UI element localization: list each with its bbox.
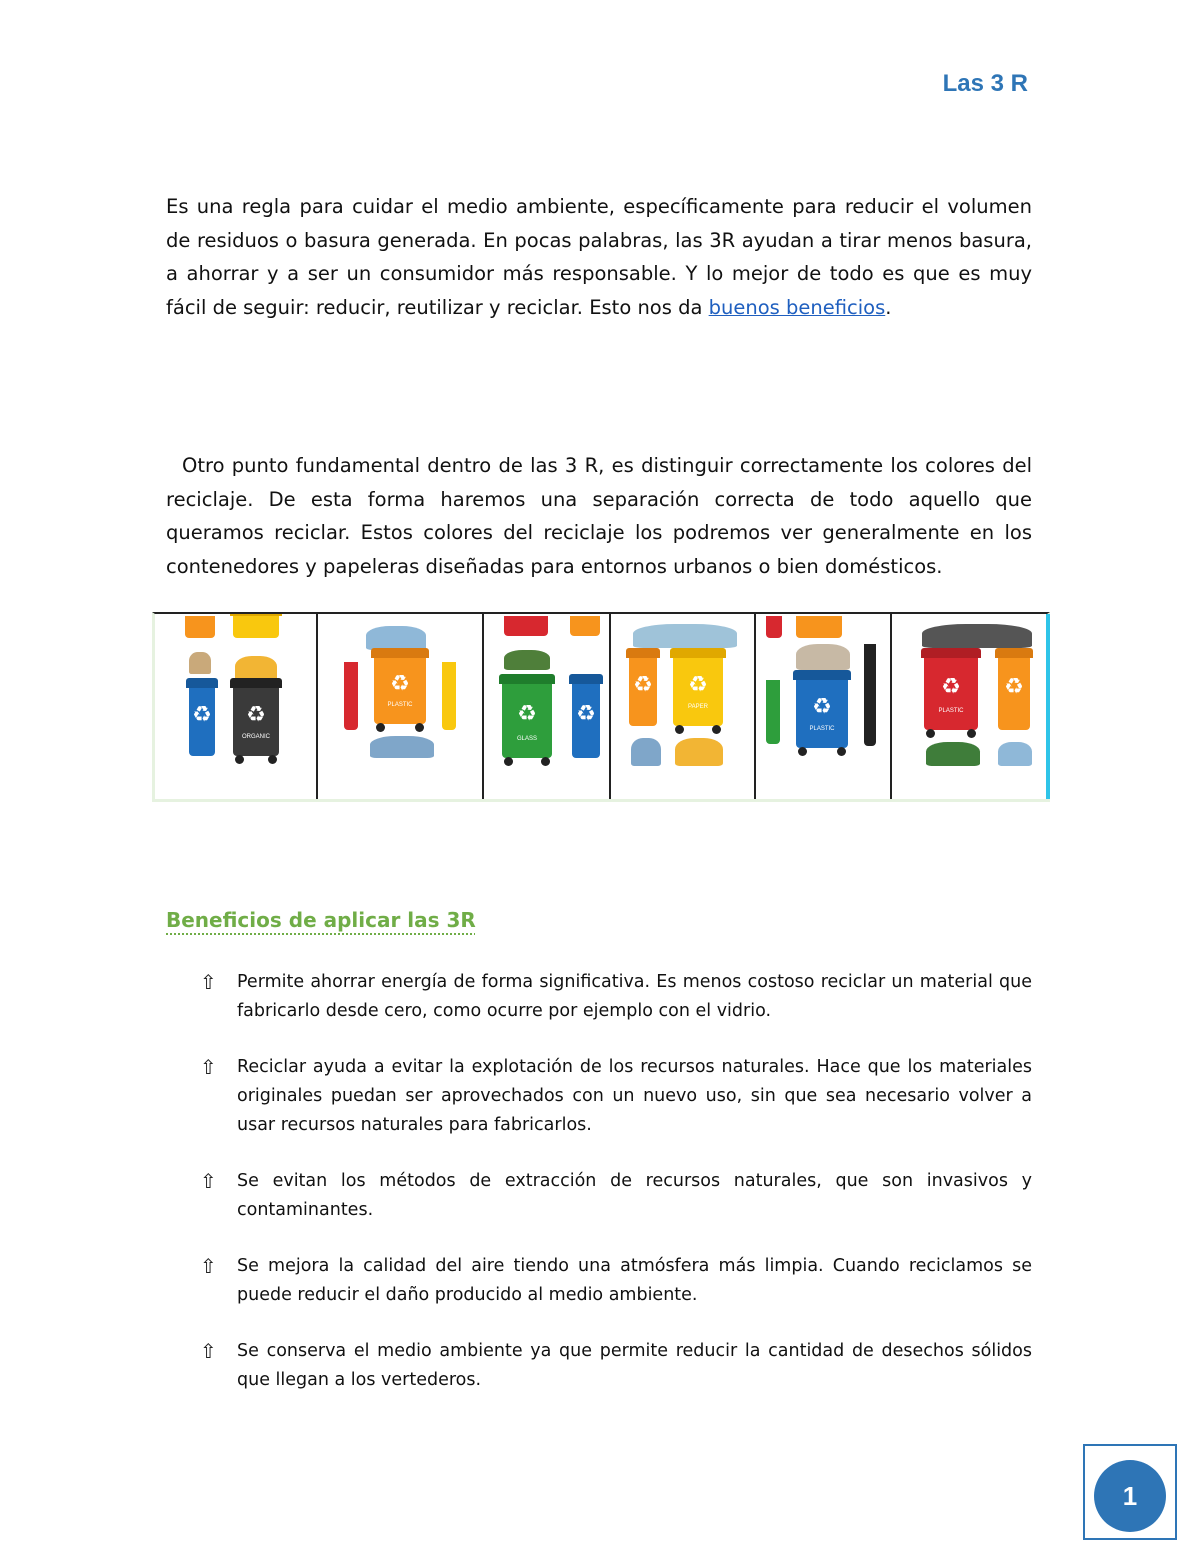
bins-panel-4 [611, 614, 756, 799]
red-bin [924, 648, 978, 738]
colors-paragraph: Otro punto fundamental dentro de las 3 R, es distinguir correctamente los colores del reciclaje. De esta forma haremos una separación correcta de todo aquello que queramos reciclar. Estos colores del reciclaje los podremos ver generalmente en los contenedores y papeleras diseñadas para entornos urbanos o bien domésticos. [166, 454, 1032, 578]
bin-wheel [376, 723, 385, 732]
list-item [200, 968, 1032, 1026]
bin-wheel [541, 757, 550, 766]
recycle-icon: ♻ [812, 694, 832, 720]
bin-wheel [504, 757, 513, 766]
bin-label: ORGANIC [241, 734, 270, 740]
trash-pile [189, 652, 211, 674]
list-item [200, 1167, 1032, 1225]
bin-body [502, 684, 552, 758]
bin-body [374, 658, 426, 724]
bin-body [796, 680, 848, 748]
bin-body [673, 658, 723, 726]
bin-body [572, 684, 600, 758]
bin-body [504, 616, 548, 636]
red-bin-top [766, 614, 782, 646]
recycle-icon: ♻ [633, 672, 653, 698]
orange-bin [998, 648, 1030, 738]
bin-body [570, 616, 600, 636]
recycle-icon: ♻ [390, 671, 410, 697]
green-bin-edge [766, 670, 780, 752]
orange-bin-top [185, 614, 215, 646]
recycle-icon: ♻ [688, 672, 708, 698]
bin-lid [670, 648, 726, 658]
arrow-bullet-icon: ⇧ [200, 970, 217, 994]
bin-body [924, 658, 978, 730]
arrow-bullet-icon: ⇧ [200, 1055, 217, 1079]
bin-body [344, 662, 358, 730]
bin-label: PLASTIC [387, 702, 413, 708]
bin-lid [793, 670, 851, 680]
bin-lid [371, 648, 429, 658]
list-item [200, 1252, 1032, 1310]
orange-bin-top [796, 614, 842, 646]
bin-label: PAPER [688, 704, 708, 710]
trash-pile [631, 738, 661, 766]
trash-pile [370, 736, 434, 758]
bin-label: PLASTIC [938, 708, 964, 714]
bin-wheel [675, 725, 684, 734]
yellow-bin-edge [442, 652, 456, 738]
list-item-text: Se conserva el medio ambiente ya que permite reducir la cantidad de desechos sólidos que llegan a los vertederos. [237, 1341, 1032, 1390]
recycle-icon: ♻ [192, 702, 212, 728]
trash-pile [633, 624, 737, 648]
bin-lid [230, 678, 282, 688]
bin-lid [186, 678, 218, 688]
bins-panel-2 [318, 614, 484, 799]
arrow-bullet-icon: ⇧ [200, 1169, 217, 1193]
red-bin-edge [344, 652, 358, 738]
list-item-text: Permite ahorrar energía de forma significativa. Es menos costoso reciclar un material que fabricarlo desde cero, como ocurre por ejemplo con el vidrio. [237, 972, 1032, 1021]
bin-wheel [926, 729, 935, 738]
trash-pile [796, 644, 850, 670]
bin-body [864, 644, 876, 746]
red-bin-top [504, 614, 548, 644]
intro-text-end: . [885, 295, 892, 319]
benefits-link[interactable]: buenos beneficios [708, 295, 886, 319]
list-item [200, 1337, 1032, 1395]
bin-body [998, 658, 1030, 730]
bin-wheel [798, 747, 807, 756]
blue-bin [796, 670, 848, 756]
list-item-text: Reciclar ayuda a evitar la explotación de los recursos naturales. Hace que los materiales originales puedan ser aprovechados con un nuevo uso, sin que sea necesario volver a usar recursos naturales para fabricarlos. [237, 1057, 1032, 1135]
trash-pile [922, 624, 1032, 648]
recycle-icon: ♻ [246, 702, 266, 728]
recycle-icon: ♻ [576, 701, 596, 727]
bin-body [185, 616, 215, 638]
bin-wheel [235, 755, 244, 764]
benefits-list [200, 968, 1032, 1422]
trash-pile [366, 626, 426, 650]
yellow-bin-top [233, 614, 279, 646]
bin-lid [499, 674, 555, 684]
page-number: 1 [1094, 1460, 1166, 1532]
bin-body [766, 616, 782, 638]
arrow-bullet-icon: ⇧ [200, 1339, 217, 1363]
orange-bin [629, 648, 657, 734]
bin-lid [995, 648, 1033, 658]
yellow-bin [673, 648, 723, 734]
bin-wheel [712, 725, 721, 734]
bin-body [796, 616, 842, 638]
bin-label: GLASS [516, 736, 537, 742]
bin-wheel [837, 747, 846, 756]
bin-body [233, 616, 279, 638]
bin-wheel [967, 729, 976, 738]
bin-body [189, 688, 215, 756]
blue-bin [572, 674, 600, 766]
bin-lid [569, 674, 603, 684]
bin-lid [626, 648, 660, 658]
bin-lid [921, 648, 981, 658]
black-bin-edge [864, 634, 876, 754]
bin-body [442, 662, 456, 730]
list-item-text: Se mejora la calidad del aire tiendo una atmósfera más limpia. Cuando reciclamos se puede reducir el daño producido al medio ambiente. [237, 1256, 1032, 1305]
intro-text: Es una regla para cuidar el medio ambiente, específicamente para reducir el volumen de residuos o basura generada. En pocas palabras, las 3R ayudan a tirar menos basura, a ahorrar y a ser un consumidor más responsable. Y lo mejor de todo es que es muy fácil de seguir: reducir, reutilizar y reciclar. Esto nos da [166, 195, 1032, 319]
trash-pile [998, 742, 1032, 766]
green-bin [502, 674, 552, 766]
orange-bin [374, 648, 426, 732]
recycling-bins-image [152, 612, 1050, 802]
bins-panel-5 [756, 614, 892, 799]
bin-wheel [268, 755, 277, 764]
trash-pile [926, 742, 980, 766]
bin-body [629, 658, 657, 726]
bin-body [766, 680, 780, 744]
bins-panel-3 [484, 614, 611, 799]
bin-label: PLASTIC [809, 726, 835, 732]
blue-bin [189, 678, 215, 764]
orange-bin-top [570, 614, 600, 644]
list-item-text: Se evitan los métodos de extracción de recursos naturales, que son invasivos y contaminantes. [237, 1171, 1032, 1220]
trash-pile [504, 650, 550, 670]
bins-panel-1 [155, 614, 318, 799]
bin-wheel [415, 723, 424, 732]
gray-bin [233, 678, 279, 764]
recycle-icon: ♻ [517, 701, 537, 727]
bins-panel-6 [892, 614, 1048, 799]
arrow-bullet-icon: ⇧ [200, 1254, 217, 1278]
recycle-icon: ♻ [1004, 674, 1024, 700]
recycle-icon: ♻ [941, 674, 961, 700]
intro-paragraph [166, 190, 1032, 324]
benefits-heading: Beneficios de aplicar las 3R [166, 908, 476, 932]
trash-pile [675, 738, 723, 766]
list-item [200, 1053, 1032, 1140]
bin-body [233, 688, 279, 756]
page-header-title: Las 3 R [942, 70, 1028, 97]
page-number-box [1083, 1444, 1177, 1540]
